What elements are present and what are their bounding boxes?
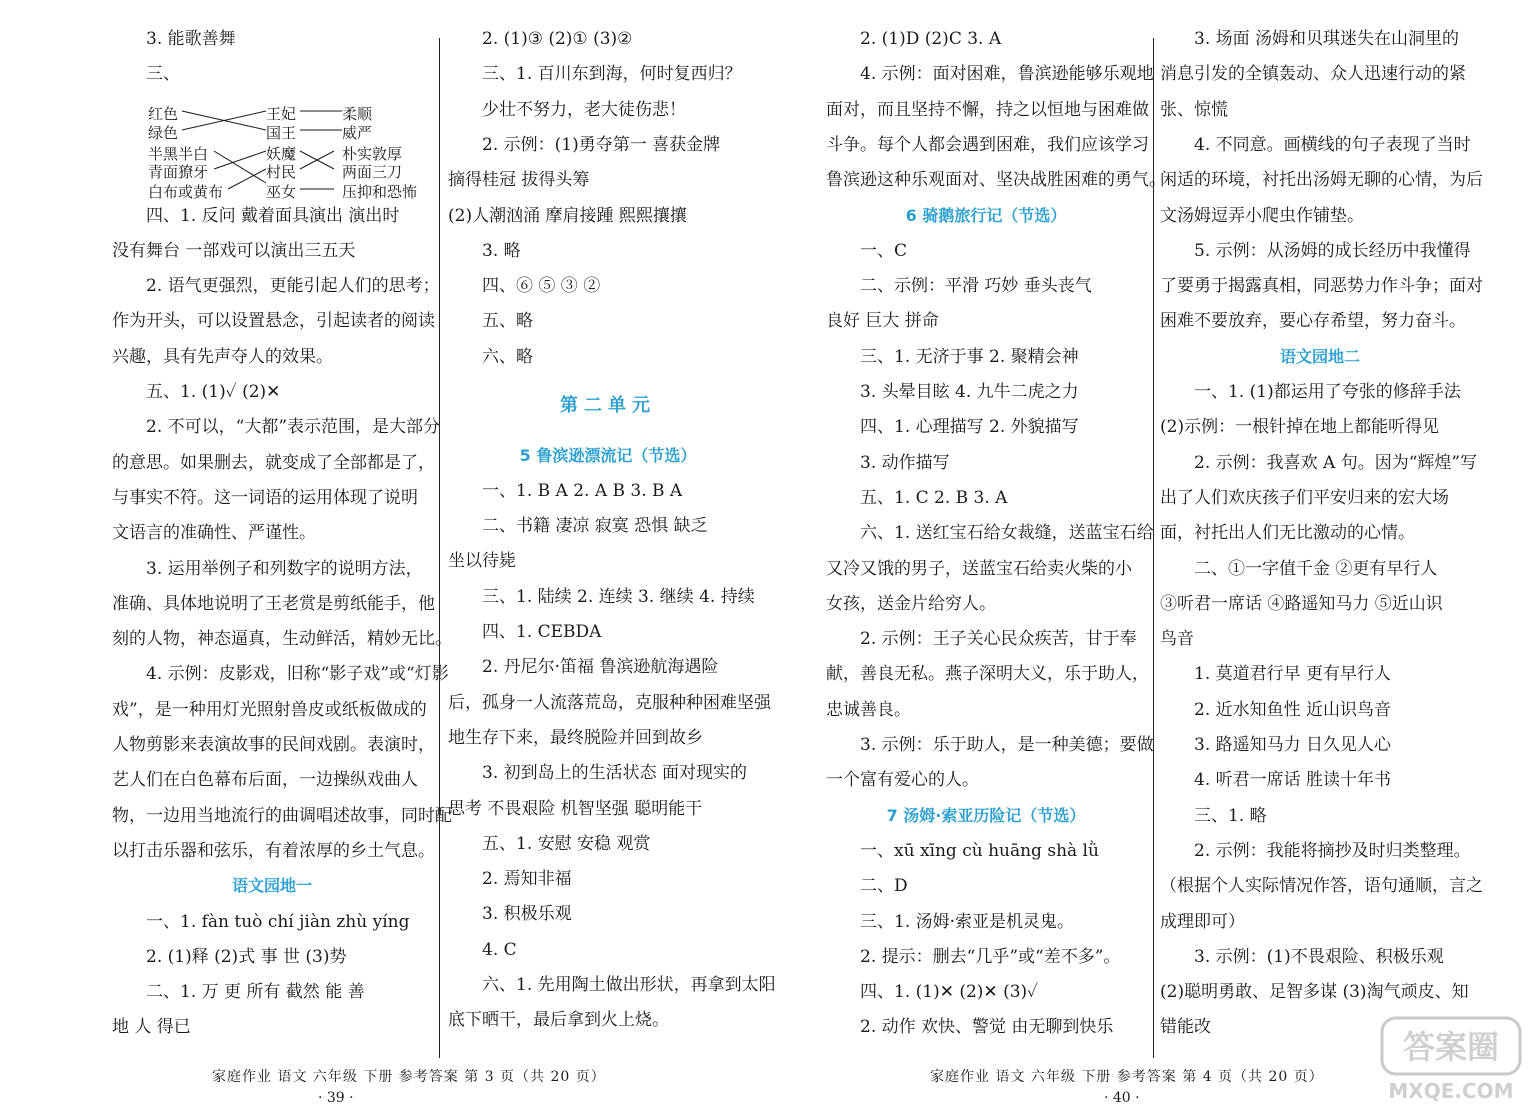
answer-line: 闲适的环境，衬托出汤姆无聊的心情，为后: [1160, 170, 1483, 191]
match-right-item: 威严: [342, 124, 373, 142]
match-mid-item: 巫女: [266, 183, 297, 201]
answer-line: 2. (1)③ (2)① (3)②: [482, 29, 633, 49]
matching-svg: [148, 103, 438, 208]
answer-line: 2. 示例：我能将摘抄及时归类整理。: [1194, 840, 1471, 861]
answer-line: 四、⑥ ⑤ ③ ②: [482, 276, 601, 297]
answer-line: 错能改: [1160, 1017, 1211, 1038]
answer-line: 成理即可）: [1160, 911, 1245, 932]
answer-line: 3. 头晕目眩 4. 九牛二虎之力: [860, 382, 1079, 402]
match-left-item: 白布或黄布: [148, 183, 224, 201]
match-line: [214, 151, 266, 169]
section-title: 语文园地一: [231, 876, 312, 896]
match-left-item: 红色: [148, 105, 179, 123]
section-title: 6 骑鹅旅行记（节选）: [905, 205, 1067, 225]
answer-line: 出了人们欢庆孩子们平安归来的宏大场: [1160, 487, 1449, 508]
answer-line: 以打击乐器和弦乐，有着浓厚的乡土气息。: [112, 840, 435, 861]
match-line: [214, 151, 266, 183]
match-right-item: 朴实敦厚: [342, 145, 403, 163]
answer-line: 4. 听君一席话 胜读十年书: [1194, 770, 1392, 791]
answer-line: 一、xū xīng cù huāng shà lǜ: [860, 840, 1099, 861]
answer-line: 4. 不同意。画横线的句子表现了当时: [1194, 134, 1471, 155]
answer-line: 忠诚善良。: [826, 699, 911, 720]
answer-line: 五、1. (1)✓ (2)✕: [146, 382, 281, 402]
answer-line: 的意思。如果删去，就变成了全部都是了，: [112, 452, 435, 473]
answer-line: 一、C: [860, 240, 908, 261]
footer-left: 家庭作业 语文 六年级 下册 参考答案 第 3 页（共 20 页）: [212, 1069, 606, 1085]
answer-line: 二、D: [860, 876, 908, 897]
answer-line: 斗争。每个人都会遇到困难，我们应该学习: [826, 134, 1149, 155]
watermark-url: MXQE.COM: [1388, 1079, 1514, 1103]
answer-line: 4. C: [482, 939, 517, 960]
answer-line: 四、1. 心理描写 2. 外貌描写: [860, 417, 1079, 438]
match-right-item: 压抑和恐怖: [342, 183, 418, 201]
answer-line: 一、1. B A 2. A B 3. B A: [482, 480, 683, 501]
answer-line: 与事实不符。这一词语的运用体现了说明: [112, 487, 418, 508]
answer-line: 3. 积极乐观: [482, 904, 572, 925]
answer-line: 地 人 得已: [112, 1017, 191, 1038]
match-right-item: 两面三刀: [342, 163, 403, 181]
answer-line: (2)聪明勇敢、足智多谋 (3)淘气顽皮、知: [1160, 982, 1469, 1003]
answer-line: 3. 场面 汤姆和贝琪迷失在山洞里的: [1194, 29, 1460, 49]
unit-title: 第二单元: [560, 395, 656, 417]
answer-line: 后，孤身一人流落荒岛，克服种种困难坚强: [448, 692, 771, 713]
answer-line: 作为开头，可以设置悬念，引起读者的阅读: [112, 311, 435, 332]
answer-line: 良好 巨大 拼命: [826, 311, 939, 332]
answer-line: 3. 运用举例子和列数字的说明方法，: [146, 558, 423, 579]
answer-line: 少壮不努力，老大徒伤悲！: [482, 99, 686, 120]
answer-line: 刻的人物，神态逼真，生动鲜活，精妙无比。: [112, 629, 452, 650]
answer-line: 2. 丹尼尔·笛福 鲁滨逊航海遇险: [482, 657, 719, 678]
answer-line: 2. 提示：删去“几乎”或“差不多”。: [860, 946, 1121, 967]
answer-line: 消息引发的全镇轰动、众人迅速行动的紧: [1160, 64, 1466, 85]
match-left-item: 半黑半白: [148, 145, 209, 163]
answer-line: 鸟音: [1160, 629, 1194, 650]
answer-line: 面对，而且坚持不懈，持之以恒地与困难做: [826, 99, 1149, 120]
answer-line: 艺人们在白色幕布后面，一边操纵戏曲人: [112, 770, 418, 791]
match-left-item: 青面獠牙: [148, 163, 209, 181]
answer-line: 面，衬托出人们无比激动的心情。: [1160, 523, 1415, 544]
answer-line: 准确、具体地说明了王老赏是剪纸能手，他: [112, 593, 435, 614]
answer-line: 2. 不可以，“大都”表示范围，是大部分: [146, 417, 441, 438]
answer-line: 二、①一字值千金 ②更有早行人: [1194, 558, 1438, 579]
answer-line: 四、1. CEBDA: [482, 622, 602, 643]
answer-line: 4. 示例：皮影戏，旧称“影子戏”或“灯影: [146, 664, 449, 685]
match-left-item: 绿色: [148, 124, 179, 142]
answer-line: 二、示例：平滑 巧妙 垂头丧气: [860, 276, 1092, 297]
answer-line: 三、1. 汤姆·索亚是机灵鬼。: [860, 911, 1075, 932]
answer-line: 文语言的准确性、严谨性。: [112, 523, 316, 544]
answer-line: 物，一边用当地流行的曲调唱述故事，同时配: [112, 805, 452, 826]
page-number-left: · 39 ·: [318, 1090, 354, 1106]
answer-line: 2. (1)释 (2)式 事 世 (3)势: [146, 946, 347, 967]
answer-line: 戏”，是一种用灯光照射兽皮或纸板做成的: [112, 699, 427, 720]
answer-line: 摘得桂冠 拔得头筹: [448, 170, 590, 191]
answer-line: 3. 路遥知马力 日久见人心: [1194, 735, 1392, 755]
answer-line: 人物剪影来表演故事的民间戏剧。表演时，: [112, 735, 435, 755]
answer-line: (2)示例：一根针掉在地上都能听得见: [1160, 417, 1440, 438]
answer-line: 文汤姆逗弄小爬虫作铺垫。: [1160, 205, 1364, 226]
answer-line: （根据个人实际情况作答，语句通顺，言之: [1160, 876, 1483, 897]
answer-line: 张、惊慌: [1160, 99, 1228, 120]
watermark-text: 答案圈: [1402, 1028, 1500, 1066]
answer-line: 没有舞台 一部戏可以演出三五天: [112, 240, 356, 261]
section-title: 语文园地二: [1279, 346, 1360, 366]
answer-line: 六、1. 先用陶土做出形状，再拿到太阳: [482, 975, 776, 996]
answer-line: 地生存下来，最终脱险并回到故乡: [448, 727, 703, 748]
answer-line: 坐以待毙: [448, 551, 516, 572]
answer-line: 六、略: [482, 346, 533, 367]
answer-line: 3. 动作描写: [860, 452, 950, 473]
answer-line: 三、1. 百川东到海，何时复西归？: [482, 64, 742, 85]
answer-line: 一个富有爱心的人。: [826, 770, 979, 791]
match-mid-item: 村民: [266, 163, 297, 181]
column-divider: [439, 38, 440, 1058]
answer-line: 三、1. 无济于事 2. 聚精会神: [860, 346, 1079, 367]
footer-right: 家庭作业 语文 六年级 下册 参考答案 第 4 页（共 20 页）: [930, 1069, 1324, 1085]
answer-line: 五、1. 安慰 安稳 观赏: [482, 833, 651, 854]
answer-line: 三、1. 陆续 2. 连续 3. 继续 4. 持续: [482, 586, 755, 607]
answer-line: 2. 示例：王子关心民众疾苦，甘于奉: [860, 629, 1137, 650]
match-mid-item: 妖魔: [266, 145, 297, 163]
match-right-item: 柔顺: [342, 105, 373, 123]
page-number-right: · 40 ·: [1104, 1090, 1140, 1106]
answer-line: 3. 略: [482, 240, 521, 261]
answer-line: 困难不要放弃，要心存希望，努力奋斗。: [1160, 311, 1466, 332]
answer-line: ③听君一席话 ④路遥知马力 ⑤近山识: [1160, 593, 1443, 614]
answer-line: 二、书籍 凄凉 寂寞 恐惧 缺乏: [482, 516, 708, 537]
answer-line: 兴趣，具有先声夺人的效果。: [112, 346, 333, 367]
answer-line: 思考 不畏艰险 机智坚强 聪明能干: [448, 798, 703, 819]
answer-line: 3. 能歌善舞: [146, 29, 236, 49]
answer-line: 4. 示例：面对困难，鲁滨逊能够乐观地: [860, 64, 1154, 85]
answer-line: 2. 语气更强烈，更能引起人们的思考；: [146, 276, 440, 297]
watermark-logo: [1376, 1010, 1526, 1110]
answer-line: 五、1. C 2. B 3. A: [860, 487, 1008, 508]
matching-diagram: [148, 103, 438, 208]
answer-line: 3. 示例：乐于助人，是一种美德；要做: [860, 735, 1154, 755]
answer-line: 一、1. (1)都运用了夸张的修辞手法: [1194, 382, 1461, 402]
match-mid-item: 国王: [266, 124, 297, 142]
answer-line: 2. 示例：(1)勇夺第一 喜获金牌: [482, 134, 721, 155]
answer-line: 2. 近水知鱼性 近山识鸟音: [1194, 699, 1392, 720]
answer-line: 一、1. fàn tuò chí jiàn zhù yíng: [146, 911, 410, 932]
answer-line: 又冷又饿的男子，送蓝宝石给卖火柴的小: [826, 558, 1132, 579]
answer-line: 了要勇于揭露真相，同恶势力作斗争；面对: [1160, 276, 1483, 297]
answer-line: 六、1. 送红宝石给女裁缝，送蓝宝石给: [860, 523, 1154, 544]
answer-line: 3. 示例：(1)不畏艰险、积极乐观: [1194, 946, 1444, 967]
answer-line: 四、1. 反问 戴着面具演出 演出时: [146, 205, 400, 226]
match-mid-item: 王妃: [266, 105, 297, 123]
answer-line: 2. (1)D (2)C 3. A: [860, 29, 1002, 49]
section-title: 5 鲁滨逊漂流记（节选）: [519, 445, 697, 465]
answer-line: 3. 初到岛上的生活状态 面对现实的: [482, 763, 748, 784]
answer-line: (2)人潮汹涌 摩肩接踵 熙熙攘攘: [448, 205, 687, 226]
answer-line: 1. 莫道君行早 更有早行人: [1194, 664, 1392, 685]
answer-line: 献，善良无私。燕子深明大义，乐于助人，: [826, 664, 1149, 685]
answer-line: 鲁滨逊这种乐观面对、坚决战胜困难的勇气。: [826, 170, 1166, 191]
answer-line: 2. 动作 欢快、警觉 由无聊到快乐: [860, 1017, 1114, 1038]
answer-line: 三、: [146, 64, 180, 85]
answer-line: 三、1. 略: [1194, 805, 1267, 826]
answer-line: 2. 焉知非福: [482, 869, 572, 890]
answer-line: 女孩，送金片给穷人。: [826, 593, 996, 614]
section-title: 7 汤姆·索亚历险记（节选）: [886, 805, 1086, 825]
answer-line: 五、略: [482, 311, 533, 332]
answer-line: 2. 示例：我喜欢 A 句。因为“辉煌”写: [1194, 452, 1478, 473]
answer-line: 四、1. (1)✕ (2)✕ (3)✓: [860, 982, 1039, 1003]
answer-line: 5. 示例：从汤姆的成长经历中我懂得: [1194, 240, 1471, 261]
answer-line: 二、1. 万 更 所有 截然 能 善: [146, 982, 365, 1003]
answer-line: 底下晒干，最后拿到火上烧。: [448, 1010, 669, 1031]
